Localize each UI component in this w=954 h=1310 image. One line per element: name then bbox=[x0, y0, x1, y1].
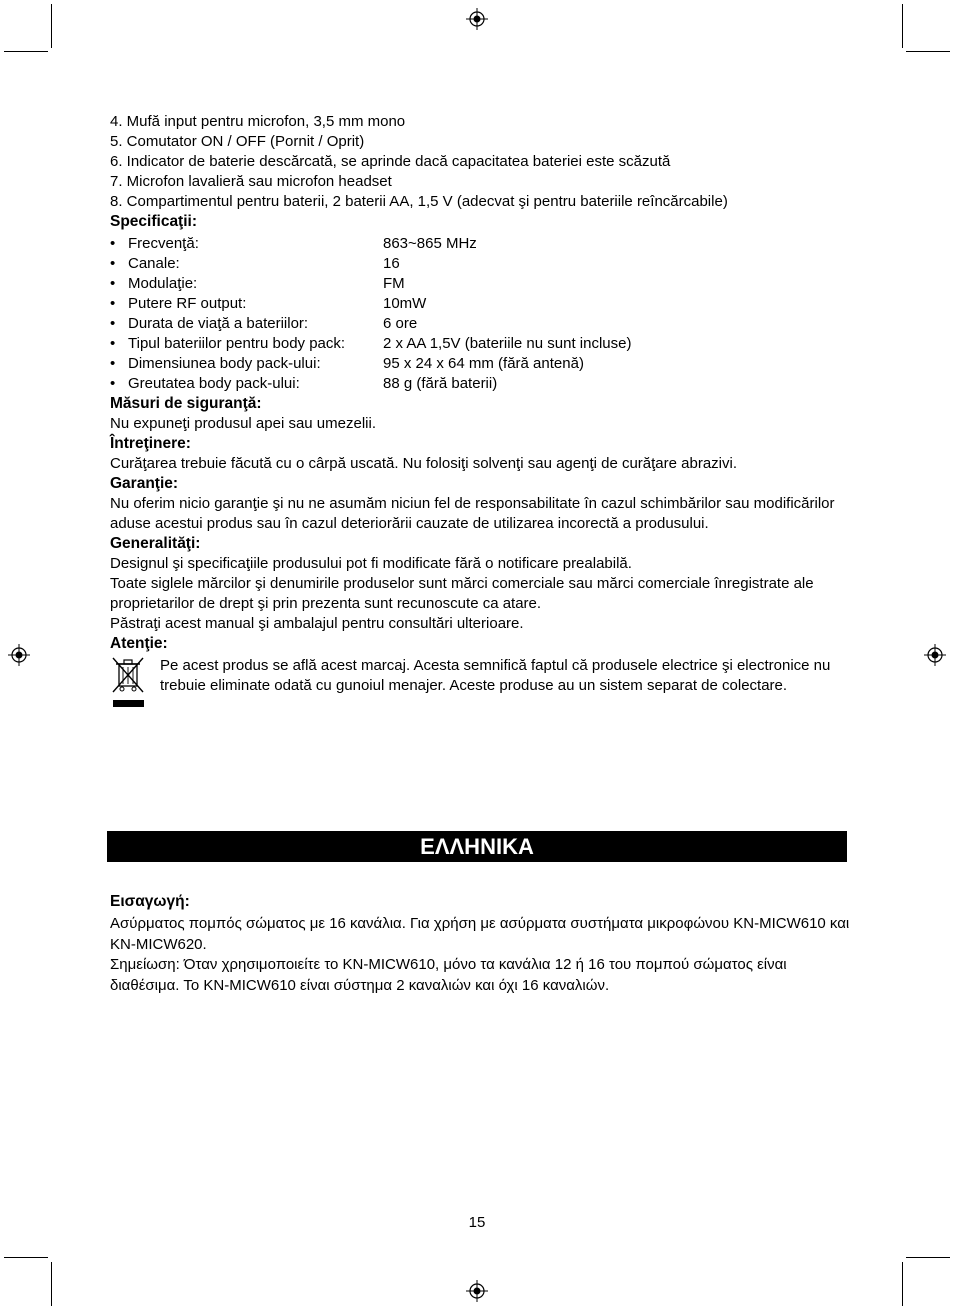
list-item: 4. Mufă input pentru microfon, 3,5 mm mono bbox=[110, 113, 406, 130]
spec-label: Tipul bateriilor pentru body pack: bbox=[128, 335, 346, 352]
specs-list bbox=[110, 234, 850, 394]
safety-text: Nu expuneţi produsul apei sau umezelii. bbox=[110, 415, 376, 432]
bullet: • bbox=[110, 355, 116, 372]
list-item: 7. Microfon lavalieră sau microfon headset bbox=[110, 173, 392, 190]
attention-heading: Atenţie: bbox=[110, 635, 168, 652]
warranty-text: Nu oferim nicio garanţie şi nu ne asumăm niciun fel de responsabilitate în cazul schimbărilor sau modificărilor aduse acestui produs sau în cazul deteriorării cauzate de utilizarea incorectă a produsului. bbox=[110, 495, 835, 532]
spec-value: 16 bbox=[383, 255, 400, 272]
crop-mark bbox=[4, 51, 48, 52]
spec-label: Canale: bbox=[128, 255, 180, 272]
spec-label: Durata de viaţă a bateriilor: bbox=[128, 315, 309, 332]
general-line: Designul şi specificaţiile produsului pot fi modificate fără o notificare prealabilă. bbox=[110, 555, 632, 572]
language-banner bbox=[107, 831, 847, 862]
spec-row bbox=[110, 334, 850, 354]
attention-block bbox=[110, 656, 850, 718]
spec-row bbox=[110, 354, 850, 374]
spec-value: 2 x AA 1,5V (bateriile nu sunt incluse) bbox=[383, 335, 632, 352]
greek-section bbox=[110, 892, 850, 996]
crop-mark bbox=[906, 1257, 950, 1258]
spec-label: Frecvenţă: bbox=[128, 235, 199, 252]
crop-mark bbox=[51, 1262, 52, 1306]
spec-label: Greutatea body pack-ului: bbox=[128, 375, 300, 392]
spec-label: Modulaţie: bbox=[128, 275, 198, 292]
spec-value: 88 g (fără baterii) bbox=[383, 375, 498, 392]
crop-mark bbox=[51, 4, 52, 48]
attention-text: Pe acest produs se află acest marcaj. Acesta semnifică faptul că produsele electrice şi electronice nu trebuie eliminate odată cu gunoiul menajer. Aceste produse au un sistem separat de colectare. bbox=[160, 657, 831, 694]
romanian-section bbox=[110, 112, 850, 718]
spec-row bbox=[110, 274, 850, 294]
spec-row bbox=[110, 254, 850, 274]
specs-heading: Specificaţii: bbox=[110, 213, 197, 230]
maintenance-text: Curăţarea trebuie făcută cu o cârpă uscată. Nu folosiţi solvenţi sau agenţi de curăţare abrazivi. bbox=[110, 455, 738, 472]
list-item: 6. Indicator de baterie descărcată, se aprinde dacă capacitatea bateriei este scăzută bbox=[110, 153, 671, 170]
registration-mark-icon bbox=[8, 644, 30, 666]
spec-label: Putere RF output: bbox=[128, 295, 247, 312]
bullet: • bbox=[110, 375, 116, 392]
spec-row bbox=[110, 374, 850, 394]
crop-mark bbox=[902, 1262, 903, 1306]
general-heading: Generalităţi: bbox=[110, 535, 201, 552]
spec-value: 95 x 24 x 64 mm (fără antenă) bbox=[383, 355, 584, 372]
spec-row bbox=[110, 234, 850, 254]
spec-value: 863~865 MHz bbox=[383, 235, 477, 252]
registration-mark-icon bbox=[466, 1280, 488, 1302]
crop-mark bbox=[906, 51, 950, 52]
safety-heading: Măsuri de siguranţă: bbox=[110, 395, 262, 412]
crop-mark bbox=[4, 1257, 48, 1258]
general-line: Păstraţi acest manual şi ambalajul pentru consultări ulterioare. bbox=[110, 615, 524, 632]
registration-mark-icon bbox=[466, 8, 488, 30]
bullet: • bbox=[110, 295, 116, 312]
spec-value: 10mW bbox=[383, 295, 427, 312]
spec-row bbox=[110, 294, 850, 314]
intro-line: Σημείωση: Όταν χρησιμοποιείτε το KN-MICW610, μόνο τα κανάλια 12 ή 16 του πομπού σώματος είναι διαθέσιμα. Το KN-MICW610 είναι σύστημα 2 καναλιών και όχι 16 καναλιών. bbox=[110, 956, 787, 994]
page-number: 15 bbox=[468, 1214, 486, 1231]
crop-mark bbox=[902, 4, 903, 48]
maintenance-heading: Întreţinere: bbox=[110, 435, 191, 452]
numbered-list bbox=[110, 112, 850, 212]
intro-line: Ασύρματος πομπός σώματος με 16 κανάλια. Για χρήση με ασύρματα συστήματα μικροφώνου KN-MICW610 και KN-MICW620. bbox=[110, 915, 850, 953]
spec-value: FM bbox=[383, 275, 405, 292]
weee-crossed-bin-icon bbox=[110, 656, 160, 718]
general-line: Toate siglele mărcilor şi denumirile produselor sunt mărci comerciale sau mărci comerciale înregistrate ale proprietarilor de drept şi prin prezenta sunt recunoscute ca atare. bbox=[110, 575, 814, 612]
spec-value: 6 ore bbox=[383, 315, 418, 332]
bullet: • bbox=[110, 315, 116, 332]
bullet: • bbox=[110, 275, 116, 292]
warranty-heading: Garanţie: bbox=[110, 475, 179, 492]
spec-row bbox=[110, 314, 850, 334]
bullet: • bbox=[110, 335, 116, 352]
bullet: • bbox=[110, 255, 116, 272]
list-item: 5. Comutator ON / OFF (Pornit / Oprit) bbox=[110, 133, 365, 150]
registration-mark-icon bbox=[924, 644, 946, 666]
bullet: • bbox=[110, 235, 116, 252]
intro-heading: Εισαγωγή: bbox=[110, 893, 190, 910]
list-item: 8. Compartimentul pentru baterii, 2 baterii AA, 1,5 V (adecvat şi pentru bateriile reîncărcabile) bbox=[110, 193, 728, 210]
banner-title: ΕΛΛΗΝΙΚΑ bbox=[420, 834, 534, 859]
spec-label: Dimensiunea body pack-ului: bbox=[128, 355, 321, 372]
